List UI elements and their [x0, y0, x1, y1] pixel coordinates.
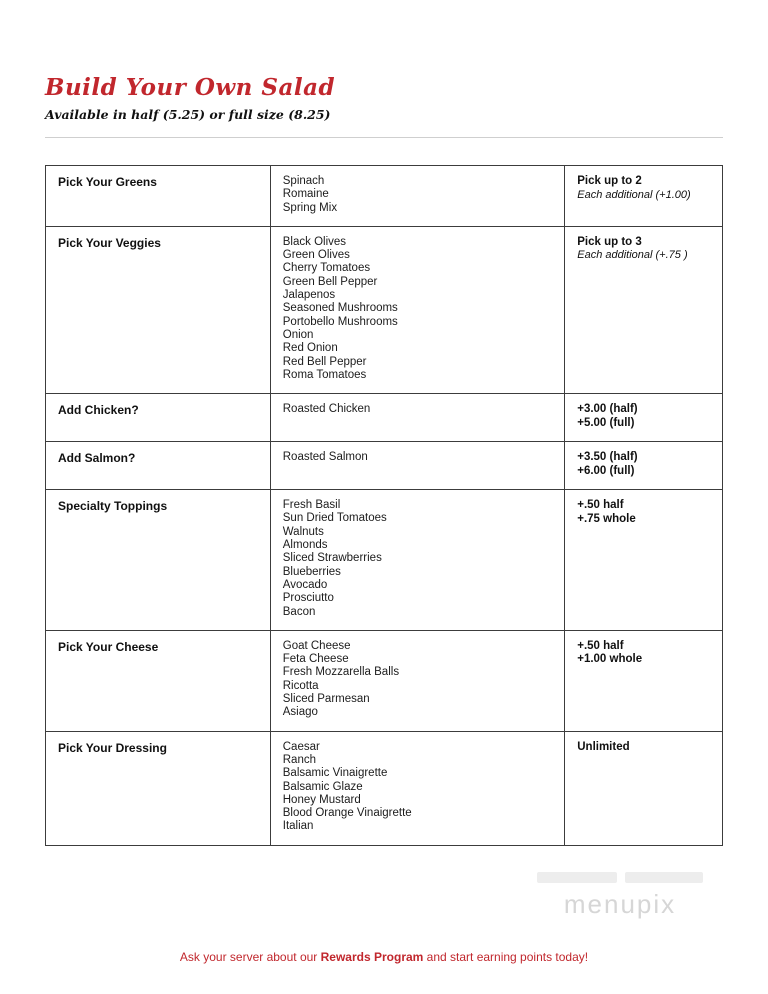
item-line: Roasted Salmon [282, 451, 368, 464]
item-line: Prosciutto [282, 592, 334, 605]
item-line: Seasoned Mushrooms [282, 302, 398, 315]
item-line: Sliced Strawberries [282, 552, 382, 565]
item-line: Asiago [282, 706, 318, 719]
category-cell [46, 166, 271, 227]
item-line: Green Olives [282, 249, 350, 262]
menu-row [46, 394, 723, 442]
price-line: +3.50 (half) [577, 451, 638, 464]
item-line: Sliced Parmesan [282, 693, 370, 706]
price-line: +6.00 (full) [577, 464, 635, 477]
price-cell [565, 630, 723, 731]
item-line: Black Olives [282, 235, 347, 248]
menu-row [46, 166, 723, 227]
category-label: Add Chicken? [58, 403, 139, 418]
item-line: Red Onion [282, 342, 338, 355]
item-line: Onion [282, 328, 314, 341]
page-title: Build Your Own Salad [45, 74, 336, 101]
price-line: +.50 half [577, 499, 624, 512]
items-cell [270, 226, 564, 393]
price-line: Pick up to 3 [577, 235, 642, 248]
item-line: Balsamic Glaze [282, 780, 363, 793]
item-line: Romaine [282, 188, 329, 201]
price-line: Unlimited [577, 740, 630, 753]
item-line: Roasted Chicken [282, 403, 371, 416]
price-line: Each additional (+.75 ) [577, 249, 688, 262]
category-label: Add Salmon? [58, 451, 136, 466]
item-line: Goat Cheese [282, 639, 351, 652]
header-divider [45, 137, 723, 138]
price-line: Each additional (+1.00) [577, 188, 691, 201]
items-cell [270, 394, 564, 442]
category-cell [46, 442, 271, 490]
item-line: Green Bell Pepper [282, 275, 378, 288]
category-cell [46, 731, 271, 845]
item-line: Fresh Mozzarella Balls [282, 666, 400, 679]
menu-row [46, 731, 723, 845]
watermark-blur-bar [625, 872, 703, 883]
price-cell [565, 490, 723, 631]
item-line: Honey Mustard [282, 793, 361, 806]
item-line: Caesar [282, 740, 320, 753]
item-line: Avocado [282, 578, 328, 591]
category-label: Pick Your Greens [58, 175, 157, 189]
item-line: Bacon [282, 605, 316, 618]
category-cell [46, 394, 271, 442]
item-line: Spinach [282, 175, 325, 187]
item-line: Red Bell Pepper [282, 355, 367, 368]
menu-table-body [46, 166, 723, 846]
category-cell [46, 226, 271, 393]
category-label: Specialty Toppings [58, 499, 168, 514]
item-line: Sun Dried Tomatoes [282, 512, 387, 525]
category-label: Pick Your Veggies [58, 235, 161, 250]
footer-prefix: Ask your server about our [179, 950, 321, 964]
menu-row [46, 226, 723, 393]
category-cell [46, 490, 271, 631]
price-line: +.75 whole [577, 512, 636, 525]
item-line: Ricotta [282, 679, 319, 692]
footer-highlight: Rewards Program [320, 950, 424, 964]
item-line: Blood Orange Vinaigrette [282, 807, 412, 820]
menu-row [46, 442, 723, 490]
category-cell [46, 630, 271, 731]
item-line: Jalapenos [282, 289, 336, 302]
items-cell [270, 731, 564, 845]
item-line: Balsamic Vinaigrette [282, 767, 388, 780]
items-cell [270, 490, 564, 631]
price-line: +1.00 whole [577, 653, 643, 666]
items-cell [270, 630, 564, 731]
category-label: Pick Your Dressing [58, 740, 167, 755]
footer-suffix: and start earning points today! [423, 950, 589, 964]
item-line: Italian [282, 820, 314, 833]
price-cell [565, 166, 723, 227]
item-line: Feta Cheese [282, 653, 349, 666]
category-label: Pick Your Cheese [58, 639, 159, 654]
watermark-logo-text: menupix [563, 889, 677, 919]
footer-note [0, 950, 768, 964]
price-line: +5.00 (full) [577, 416, 635, 429]
price-cell [565, 442, 723, 490]
price-cell [565, 226, 723, 393]
watermark-blur-bars [515, 872, 725, 883]
item-line: Portobello Mushrooms [282, 315, 398, 328]
price-line: Pick up to 2 [577, 175, 642, 187]
items-cell [270, 166, 564, 227]
menu-table [45, 165, 723, 846]
price-line: +3.00 (half) [577, 403, 638, 416]
item-line: Almonds [282, 539, 328, 552]
item-line: Fresh Basil [282, 499, 341, 512]
menu-row [46, 490, 723, 631]
menu-row [46, 630, 723, 731]
watermark [515, 872, 725, 920]
item-line: Walnuts [282, 525, 324, 538]
item-line: Cherry Tomatoes [282, 262, 371, 275]
items-cell [270, 442, 564, 490]
price-cell [565, 731, 723, 845]
item-line: Roma Tomatoes [282, 368, 367, 381]
watermark-blur-bar [537, 872, 617, 883]
price-cell [565, 394, 723, 442]
price-line: +.50 half [577, 639, 624, 652]
item-line: Spring Mix [282, 201, 338, 214]
item-line: Ranch [282, 753, 316, 766]
item-line: Blueberries [282, 565, 341, 578]
page-subtitle: Available in half (5.25) or full size (8.25) [45, 107, 331, 122]
